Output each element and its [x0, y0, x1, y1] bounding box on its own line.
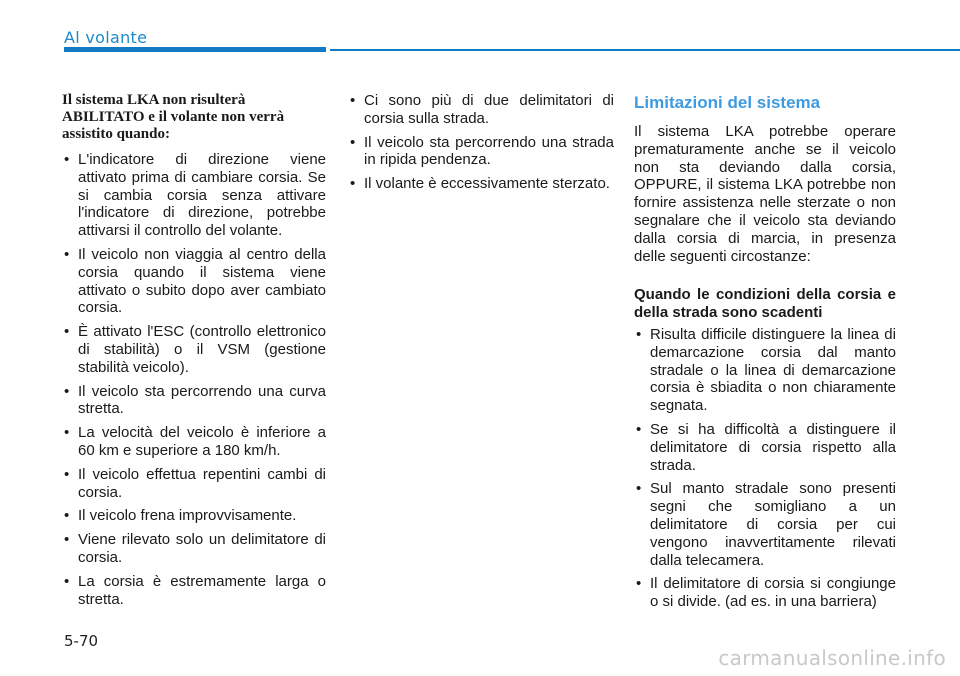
poor-conditions-list [634, 326, 896, 611]
list-item: • La velocità del veicolo è inferiore a 60 km e superiore a 180 km/h. [62, 424, 326, 460]
section-header-title: Al volante [64, 28, 148, 47]
list-item: • Ci sono più di due delimitatori di corsia sulla strada. [348, 92, 614, 128]
lka-not-enabled-heading: Il sistema LKA non risulterà ABILITATO e il volante non verrà assistito quando: [62, 92, 285, 142]
list-item: • Se si ha difficoltà a distinguere il delimitatore di corsia rispetto alla strada. [634, 421, 896, 474]
system-limitations-title: Limitazioni del sistema [634, 93, 821, 112]
lka-not-enabled-list [62, 151, 326, 608]
list-item: • Il veicolo frena improvvisamente. [62, 507, 326, 525]
column-left [62, 92, 326, 614]
list-item: • Risulta difficile distinguere la linea di demarcazione corsia dal manto stradale o la linea di demarcazione corsia è sbiadita o non chiaramente segnata. [634, 326, 896, 415]
system-limitations-intro: Il sistema LKA potrebbe operare prematuramente anche se il veicolo non sta deviando dalla corsia, OPPURE, il sistema LKA potrebbe non fornire assistenza nelle sterzate o non segnalare che il veicolo sta deviando dalla corsia di marcia, in presenza delle seguenti circostanze: [634, 123, 896, 265]
list-item: • Il veicolo sta percorrendo una curva stretta. [62, 383, 326, 419]
column-middle [348, 92, 614, 199]
header-rule-thick [64, 47, 326, 52]
poor-conditions-subheading: Quando le condizioni della corsia e della strada sono scadenti [634, 286, 896, 322]
lka-not-enabled-list-continued [348, 92, 614, 193]
list-item: • Il veicolo sta percorrendo una strada in ripida pendenza. [348, 134, 614, 170]
list-item: • Il veicolo effettua repentini cambi di corsia. [62, 466, 326, 502]
list-item: • La corsia è estremamente larga o stretta. [62, 573, 326, 609]
list-item: • Il delimitatore di corsia si congiunge o si divide. (ad es. in una barriera) [634, 575, 896, 611]
list-item: • Il volante è eccessivamente sterzato. [348, 175, 614, 193]
watermark-text: carmanualsonline.info [718, 646, 946, 670]
list-item: • Il veicolo non viaggia al centro della corsia quando il sistema viene attivato o subito dopo aver cambiato corsia. [62, 246, 326, 317]
list-item: • L'indicatore di direzione viene attivato prima di cambiare corsia. Se si cambia corsia senza attivare l'indicatore di direzione, potrebbe attivarsi il controllo del volante. [62, 151, 326, 240]
list-item: • Viene rilevato solo un delimitatore di corsia. [62, 531, 326, 567]
page-number: 5-70 [64, 632, 99, 650]
header-rule-thin [330, 49, 960, 51]
list-item: • È attivato l'ESC (controllo elettronico di stabilità) o il VSM (gestione stabilità veicolo). [62, 323, 326, 376]
list-item: • Sul manto stradale sono presenti segni che somigliano a un delimitatore di corsia per cui vengono inavvertitamente rilevati dalla telecamera. [634, 480, 896, 569]
column-right [634, 92, 896, 617]
